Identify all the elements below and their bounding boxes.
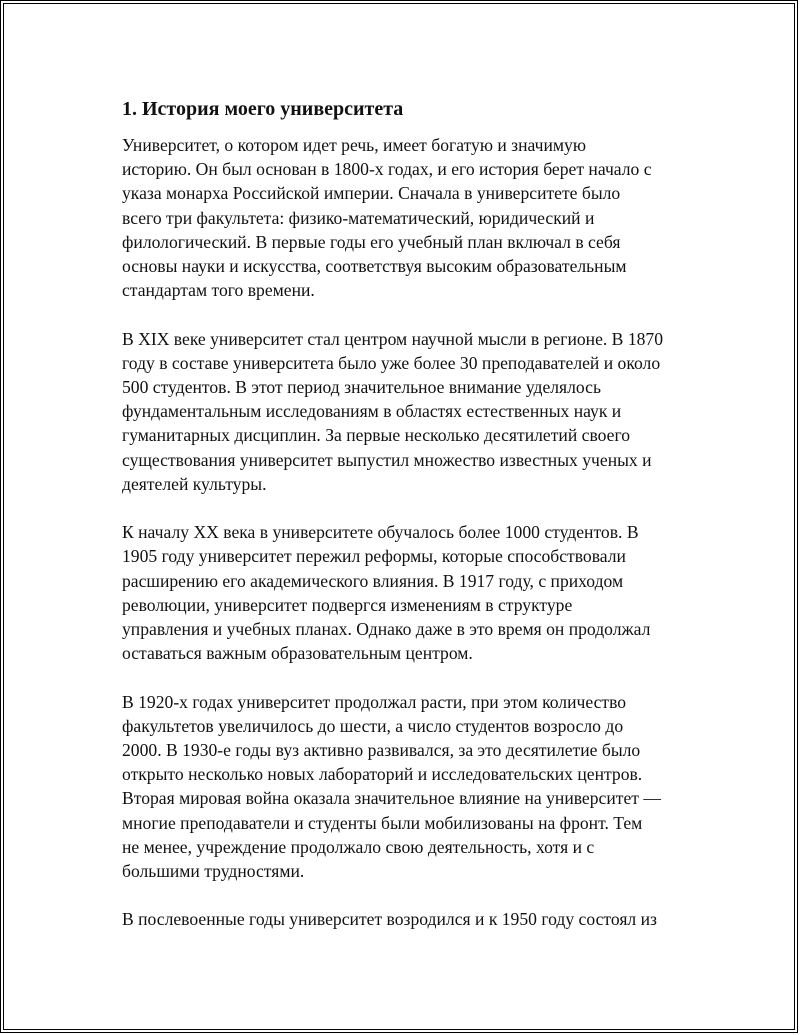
text-line: 500 студентов. В этот период значительное внимание уделялось <box>122 377 601 398</box>
page-frame <box>3 3 795 1030</box>
paragraph <box>122 133 707 302</box>
text-line: факультетов увеличилось до шести, а число студентов возросло до <box>122 715 624 736</box>
text-line: стандартам того времени. <box>122 280 315 301</box>
text-line: открыто несколько новых лабораторий и исследовательских центров. <box>122 764 643 785</box>
text-line: многие преподаватели и студенты были мобилизованы на фронт. Тем <box>122 812 643 833</box>
text-line: не менее, учреждение продолжало свою деятельность, хотя и с <box>122 836 595 857</box>
text-line: гуманитарных дисциплин. За первые несколько десятилетий своего <box>122 425 631 446</box>
text-line: 1905 году университет пережил реформы, которые способствовали <box>122 546 626 567</box>
text-line: историю. Он был основан в 1800-х годах, и его история берет начало с <box>122 159 652 180</box>
text-line: оставаться важным образовательным центром. <box>122 643 473 664</box>
text-line: указа монарха Российской империи. Сначала в университете было <box>122 183 621 204</box>
text-line: К началу XX века в университете обучалось более 1000 студентов. В <box>122 522 639 543</box>
text-line: В XIX веке университет стал центром научной мысли в регионе. В 1870 <box>122 328 664 349</box>
paragraph <box>122 907 707 931</box>
text-line: В 1920-х годах университет продолжал расти, при этом количество <box>122 691 627 712</box>
text-line: В послевоенные годы университет возродился и к 1950 году состоял из <box>122 909 657 930</box>
text-line: фундаментальным исследованиям в областях естественных наук и <box>122 401 622 422</box>
text-line: управления и учебных планах. Однако даже в это время он продолжал <box>122 619 651 640</box>
text-line: 2000. В 1930-е годы вуз активно развивался, за это десятилетие было <box>122 740 641 761</box>
text-line: Университет, о котором идет речь, имеет богатую и значимую <box>122 135 586 155</box>
text-line: расширению его академического влияния. В 1917 году, с приходом <box>122 570 624 591</box>
paragraph <box>122 327 707 496</box>
text-line: всего три факультета: физико-математический, юридический и <box>122 207 595 228</box>
text-line: большими трудностями. <box>122 861 305 882</box>
paragraph <box>122 520 707 665</box>
text-line: деятелей культуры. <box>122 473 267 494</box>
text-line: существования университет выпустил множество известных ученых и <box>122 449 652 470</box>
text-line: Вторая мировая война оказала значительное влияние на университет — <box>122 788 661 809</box>
text-line: основы науки и искусства, соответствуя высоким образовательным <box>122 256 627 277</box>
text-line: филологический. В первые годы его учебный план включал в себя <box>122 231 621 252</box>
page-title: 1. История моего университета <box>122 98 404 120</box>
paragraph <box>122 690 707 884</box>
text-line: революции, университет подвергся изменениям в структуре <box>122 594 573 615</box>
document-body <box>122 96 707 956</box>
text-line: году в составе университета было уже более 30 преподавателей и около <box>122 352 661 373</box>
